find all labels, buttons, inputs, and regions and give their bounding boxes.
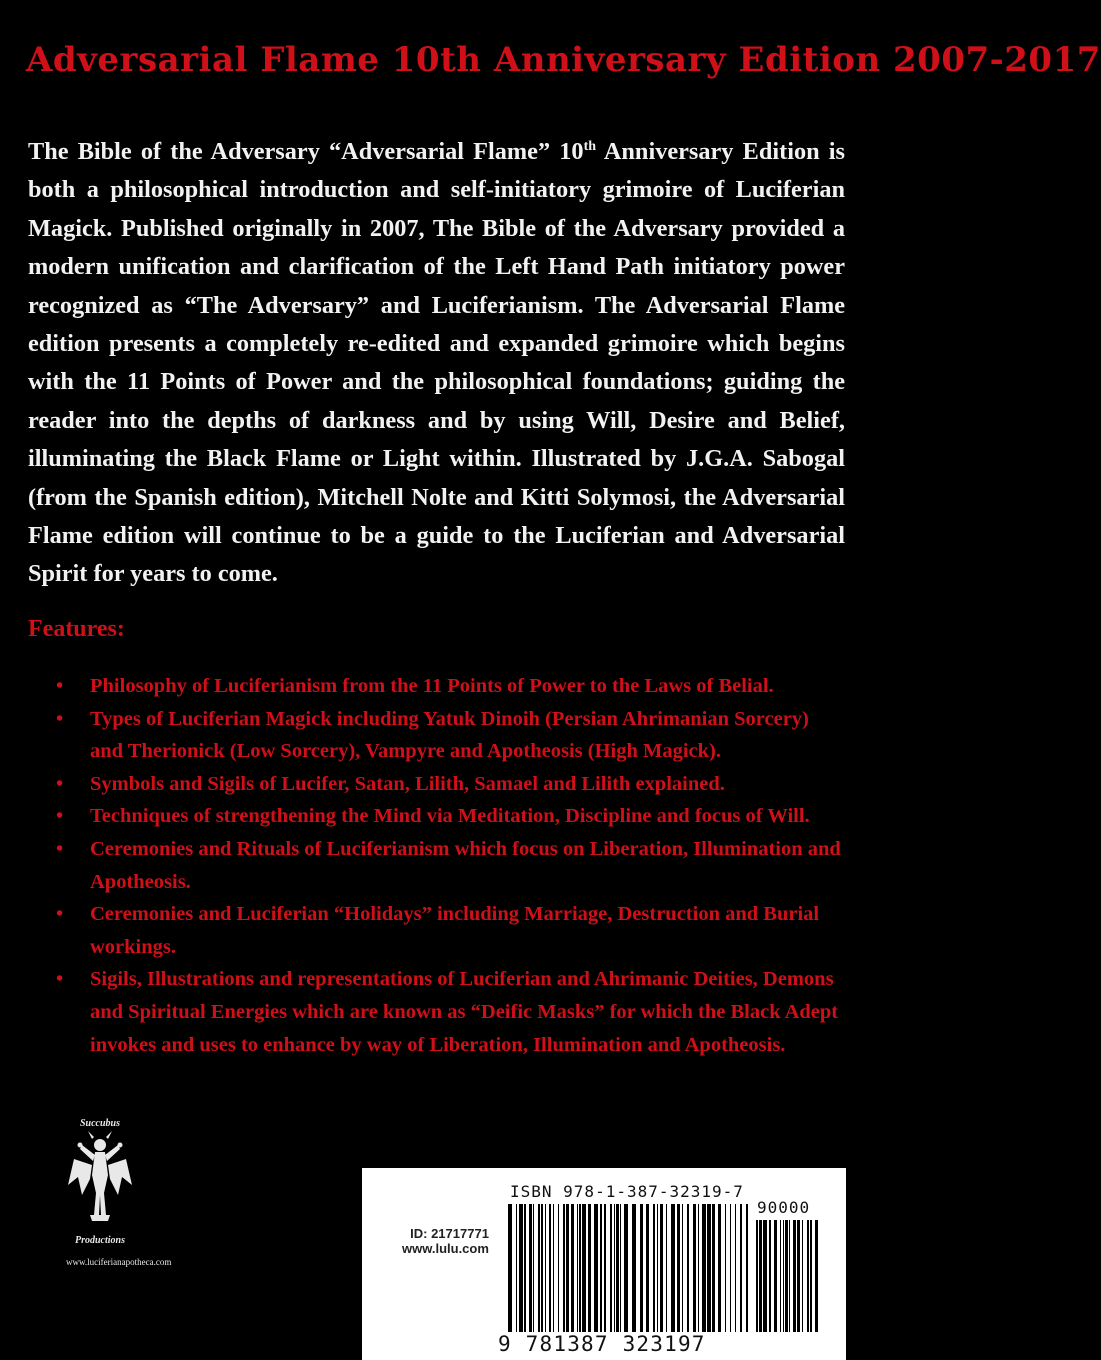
barcode-bar: [594, 1204, 598, 1332]
barcode-bar: [577, 1204, 578, 1332]
barcode-bar: [657, 1204, 658, 1332]
lulu-id-block: [402, 1226, 489, 1256]
bullet-icon: •: [56, 707, 64, 730]
barcode-bar: [558, 1204, 559, 1332]
barcode-bar: [756, 1220, 758, 1332]
bullet-icon: •: [56, 772, 64, 795]
book-description: [28, 133, 845, 594]
barcode-bar: [797, 1220, 800, 1332]
feature-item: • Techniques of strengthening the Mind via Meditation, Discipline and focus of Will.: [56, 800, 846, 833]
features-heading: Features:: [28, 616, 125, 642]
barcode-bar: [718, 1204, 721, 1332]
barcode-bar: [660, 1204, 663, 1332]
barcode-bar: [785, 1220, 788, 1332]
barcode-bar: [802, 1220, 803, 1332]
barcode-bar: [529, 1204, 532, 1332]
barcode-bar: [746, 1204, 748, 1332]
isbn-label: ISBN 978-1-387-32319-7: [510, 1182, 744, 1201]
price-code: 90000: [757, 1198, 811, 1217]
barcode-bar: [533, 1204, 534, 1332]
barcode-bar: [508, 1204, 512, 1332]
barcode-bar: [677, 1204, 680, 1332]
feature-item: • Philosophy of Luciferianism from the 11 Points of Power to the Laws of Belial.: [56, 670, 846, 703]
barcode-bar: [624, 1204, 628, 1332]
barcode-bar: [653, 1204, 655, 1332]
barcode-bar: [693, 1204, 696, 1332]
barcode-bar: [640, 1204, 643, 1332]
barcode-bar: [793, 1220, 796, 1332]
barcode-bar: [616, 1204, 619, 1332]
barcode-bar: [614, 1204, 615, 1332]
barcode-bar: [545, 1204, 546, 1332]
barcode-panel: [362, 1168, 846, 1360]
barcode-bar: [774, 1220, 777, 1332]
isbn-digits: 9 781387 323197: [498, 1332, 706, 1356]
book-title: Adversarial Flame 10th Anniversary Edition 2007-2017: [26, 40, 1101, 80]
price-barcode-icon: [756, 1220, 822, 1332]
barcode-bar: [571, 1204, 574, 1332]
barcode-bar: [759, 1220, 762, 1332]
barcode-bar: [810, 1220, 812, 1332]
publisher-logo: [60, 1115, 140, 1250]
barcode-bar: [538, 1204, 540, 1332]
barcode-bar: [600, 1204, 602, 1332]
feature-item: • Types of Luciferian Magick including Yatuk Dinoih (Persian Ahrimanian Sorcery) and Therionick (Low Sorcery), Vampyre and Apotheosis (High Magick).: [56, 703, 846, 768]
barcode-bar: [588, 1204, 591, 1332]
barcode-bar: [735, 1204, 736, 1332]
barcode-bar: [698, 1204, 699, 1332]
barcode-bar: [541, 1204, 543, 1332]
feature-item: • Ceremonies and Luciferian “Holidays” including Marriage, Destruction and Burial workings.: [56, 898, 846, 963]
isbn-barcode-icon: [508, 1204, 748, 1332]
barcode-bar: [725, 1204, 726, 1332]
bullet-icon: •: [56, 903, 64, 926]
barcode-bar: [780, 1220, 781, 1332]
barcode-bar: [524, 1204, 526, 1332]
description-text-rest: Anniversary Edition is both a philosophical introduction and self-initiatory grimoire of Luciferian Magick. Published originally in 2007, The Bible of the Adversary provided a modern unification and clarification of the Left Hand Path initiatory power recognized as “The Adversary” and Luciferianism. The Adversarial Flame edition presents a completely re-edited and expanded grimoire which begins with the 11 Points of Power and the philosophical foundations; guiding the reader into the depths of darkness and by using Will, Desire and Belief, illuminating the Black Flame or Light within. Illustrated by J.G.A. Sabogal (from the Spanish edition), Mitchell Nolte and Kitti Solymosi, the Adversarial Flame edition will continue to be a guide to the Luciferian and Adversarial Spirit for years to come.: [28, 138, 845, 588]
barcode-bar: [702, 1204, 706, 1332]
ordinal-suffix: th: [583, 138, 597, 154]
description-text-start: The Bible of the Adversary “Adversarial Flame” 10: [28, 138, 584, 165]
features-list: [56, 670, 846, 1061]
barcode-bar: [553, 1204, 554, 1332]
feature-item: • Sigils, Illustrations and representations of Luciferian and Ahrimanic Deities, Demons and Spiritual Energies which are known as “Deific Masks” for which the Black Adept invokes and uses to enhance by way of Liberation, Illumination and Apotheosis.: [56, 963, 846, 1061]
barcode-bar: [519, 1204, 523, 1332]
barcode-bar: [563, 1204, 565, 1332]
barcode-bar: [682, 1204, 683, 1332]
lulu-id: ID: 21717771: [410, 1226, 489, 1241]
barcode-bar: [815, 1220, 818, 1332]
barcode-bar: [646, 1204, 649, 1332]
barcode-bar: [687, 1204, 689, 1332]
barcode-bar: [566, 1204, 569, 1332]
barcode-bar: [671, 1204, 675, 1332]
barcode-bar: [769, 1220, 771, 1332]
barcode-bar: [740, 1204, 742, 1332]
barcode-bar: [712, 1204, 715, 1332]
barcode-bar: [610, 1204, 612, 1332]
barcode-bar: [730, 1204, 731, 1332]
barcode-bar: [604, 1204, 606, 1332]
barcode-bar: [549, 1204, 551, 1332]
lulu-website: www.lulu.com: [402, 1241, 489, 1256]
publisher-website: www.luciferianapotheca.com: [66, 1257, 172, 1267]
logo-text-bottom: Productions: [74, 1235, 126, 1246]
logo-text-top: Succubus: [79, 1118, 121, 1129]
bullet-icon: •: [56, 968, 64, 991]
barcode-bar: [707, 1204, 711, 1332]
barcode-bar: [783, 1220, 784, 1332]
bullet-icon: •: [56, 805, 64, 828]
barcode-bar: [516, 1204, 517, 1332]
bullet-icon: •: [56, 837, 64, 860]
succubus-figure-icon: [68, 1131, 132, 1221]
feature-item: • Symbols and Sigils of Lucifer, Satan, Lilith, Samael and Lilith explained.: [56, 768, 846, 801]
barcode-bar: [620, 1204, 621, 1332]
feature-item: • Ceremonies and Rituals of Luciferianism which focus on Liberation, Illumination and Apotheosis.: [56, 833, 846, 898]
barcode-bar: [763, 1220, 767, 1332]
barcode-bar: [579, 1204, 581, 1332]
barcode-bar: [789, 1220, 790, 1332]
barcode-bar: [582, 1204, 586, 1332]
barcode-bar: [666, 1204, 667, 1332]
bullet-icon: •: [56, 675, 64, 697]
barcode-bar: [632, 1204, 636, 1332]
barcode-bar: [807, 1220, 809, 1332]
